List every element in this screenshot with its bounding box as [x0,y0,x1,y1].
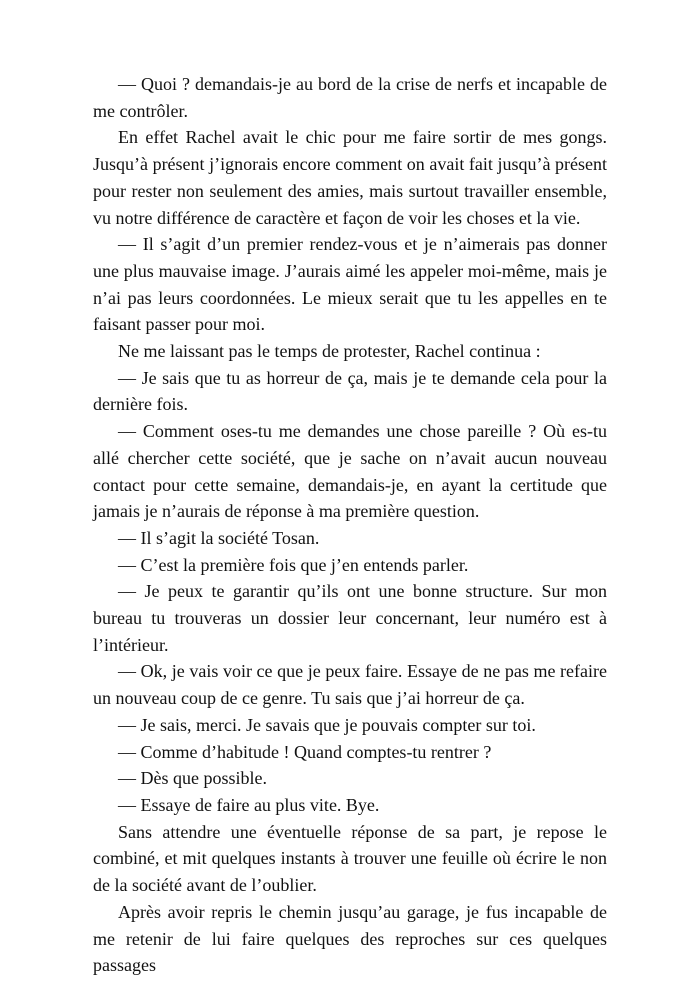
paragraph: — Il s’agit d’un premier rendez-vous et je n’aimerais pas donner une plus mauvaise image. J’aurais aimé les appeler moi-même, mais je n’ai pas leurs coordonnées. Le mieux serait que tu les appelles en te faisant passer pour moi. [93,234,607,335]
paragraph: — Comment oses-tu me demandes une chose pareille ? Où es-tu allé chercher cette société, que je sache on n’avait aucun nouveau contact pour cette semaine, demandais-je, en ayant la certitude que jamais je n’aurais de réponse à ma première question. [93,421,607,522]
paragraph: — Il s’agit la société Tosan. [118,527,320,548]
paragraph: — Comme d’habitude ! Quand comptes-tu rentrer ? [118,741,492,762]
paragraph: — Je sais que tu as horreur de ça, mais je te demande cela pour la dernière fois. [93,367,607,415]
paragraph: — C’est la première fois que j’en entends parler. [118,554,469,575]
paragraph: — Je peux te garantir qu’ils ont une bonne structure. Sur mon bureau tu trouveras un dossier leur concernant, leur numéro est à l’intérieur. [93,581,607,655]
paragraph: — Essaye de faire au plus vite. Bye. [118,794,380,815]
paragraph: — Ok, je vais voir ce que je peux faire. Essaye de ne pas me refaire un nouveau coup de ce genre. Tu sais que j’ai horreur de ça. [93,661,607,709]
paragraph: — Dès que possible. [118,768,267,789]
paragraph: En effet Rachel avait le chic pour me faire sortir de mes gongs. Jusqu’à présent j’ignorais encore comment on avait fait jusqu’à présent pour rester non seulement des amies, mais surtout travailler ensemble, vu notre différence de caractère et façon de voir les choses et la vie. [93,127,607,228]
paragraph: — Quoi ? demandais-je au bord de la crise de nerfs et incapable de me contrôler. [93,74,607,121]
paragraph: Sans attendre une éventuelle réponse de sa part, je repose le combiné, et mit quelques instants à trouver une feuille où écrire le non de la société avant de l’oublier. [93,821,607,896]
page-text [93,71,607,979]
paragraph: Après avoir repris le chemin jusqu’au garage, je fus incapable de me retenir de lui faire quelques des reproches sur ces quelques passages [93,901,607,976]
paragraph: Ne me laissant pas le temps de protester, Rachel continua : [118,341,541,362]
paragraph: — Je sais, merci. Je savais que je pouvais compter sur toi. [118,714,536,735]
